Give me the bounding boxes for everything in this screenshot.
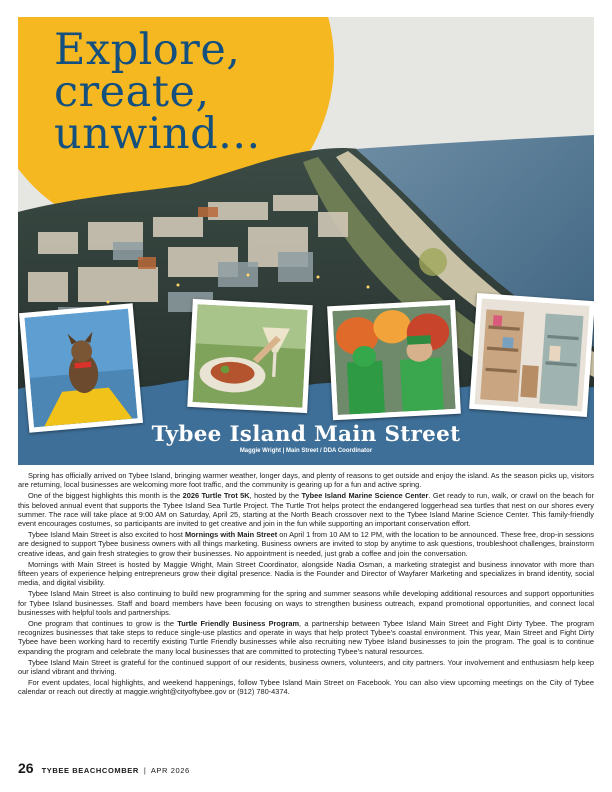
hero-section [18,17,594,465]
author-byline: Maggie Wright | Main Street / DDA Coordinator [239,448,373,454]
page-footer [18,760,190,776]
photo-parade-costumes [327,300,461,421]
event-name-mornings-with-main-street: Mornings with Main Street [185,530,278,540]
headline-line-1: Explore, [54,25,241,75]
event-name-turtle-trot: 2026 Turtle Trot 5K [182,491,250,501]
footer-separator: | [143,766,146,775]
photo-food-and-drink [187,299,312,413]
headline [54,25,261,159]
paragraph-7: Tybee Island Main Street is grateful for the continued support of our residents, business owners, volunteers, and city partners. Your involvement and enthusiasm help keep our island vibrant and thriving. [18,657,594,677]
banner-title: Tybee Island Main Street [151,422,461,447]
publication-name: TYBEE BEACHCOMBER [41,766,139,775]
paragraph-3: Tybee Island Main Street is also excited to host Mornings with Main Street on April 1 from 10 AM to 12 PM, with the location to be announced. These free, drop-in sessions are designed to support Tybee business owners with all things marketing. Business owners are invited to stop by anytime to ask questions, troubleshoot challenges, brainstorm creative ideas, and gain fresh strategies to grow their businesses. No appointment is needed, just grab a coffee and join the conversation. [18,530,594,558]
paragraph-6: One program that continues to grow is the Turtle Friendly Business Program, a partnership between Tybee Island Main Street and Fight Dirty Tybee. The program recognizes businesses that take steps to reduce single-use plastics and operate in ways that help protect Tybee’s coastal environment. This year, Main Street and Fight Dirty Tybee have been working hard to recertify existing Turtle Friendly businesses while also recruiting new Tybee Island businesses to join the program. The goal is to continue expanding the program and celebrate the many local businesses that are committed to protecting Tybee’s natural resources. [18,619,594,656]
paragraph-5: Tybee Island Main Street is also continuing to build new programming for the spring and summer seasons while developing additional resources and support opportunities for Tybee Island businesses. Staff and board members have been focusing on ways to strengthen business outreach, expand promotional opportunities, and connect local businesses with helpful tools and partnerships. [18,589,594,617]
org-name-marine-science-center: Tybee Island Marine Science Center [301,491,429,501]
photo-dog-in-kayak [19,303,143,432]
article-body [18,471,594,699]
paragraph-1: Spring has officially arrived on Tybee Island, bringing warmer weather, longer days, and plenty of reasons to get outside and enjoy the island. As the season picks up, visitors are returning, local businesses are welcoming more foot traffic, and the community is gearing up for a fun and active spring. [18,471,594,490]
paragraph-8: For event updates, local highlights, and weekend happenings, follow Tybee Island Main Street on Facebook. You can also view upcoming meetings on the City of Tybee calendar or reach out directly at maggie.wright@cityoftybee.gov or (912) 780-4374. [18,678,594,697]
photo-shop-interior [469,293,594,417]
headline-line-3: unwind... [54,109,261,159]
headline-line-2: create, [54,67,210,117]
paragraph-2: One of the biggest highlights this month is the 2026 Turtle Trot 5K, hosted by the Tybee Island Marine Science Center. Get ready to run, walk, or crawl on the beach for this beloved annual event that supports the Tybee Island Sea Turtle Project. The Turtle Trot helps protect the endangered loggerhead sea turtles that nest on our shores every summer. The race will take place at 9:00 AM on Saturday, April 25, starting at the North Beach crossover next to the Tybee Island Marine Science Center. This family-friendly event encourages costumes, so participants are invited to get creative and join in the fun while supporting an important conservation effort. [18,491,594,529]
program-name-turtle-friendly: Turtle Friendly Business Program [177,619,300,629]
paragraph-4: Mornings with Main Street is hosted by Maggie Wright, Main Street Coordinator, alongside Nadia Osman, a marketing strategist and business innovator with more than fifteen years of experience helping entrepreneurs grow their digital presence. Nadia is the Founder and Director of Wayfarer Marketing and specializes in brand identity, social media, and digital visibility. [18,559,594,588]
issue-date: APR 2026 [150,766,190,775]
page-number: 26 [18,760,34,776]
